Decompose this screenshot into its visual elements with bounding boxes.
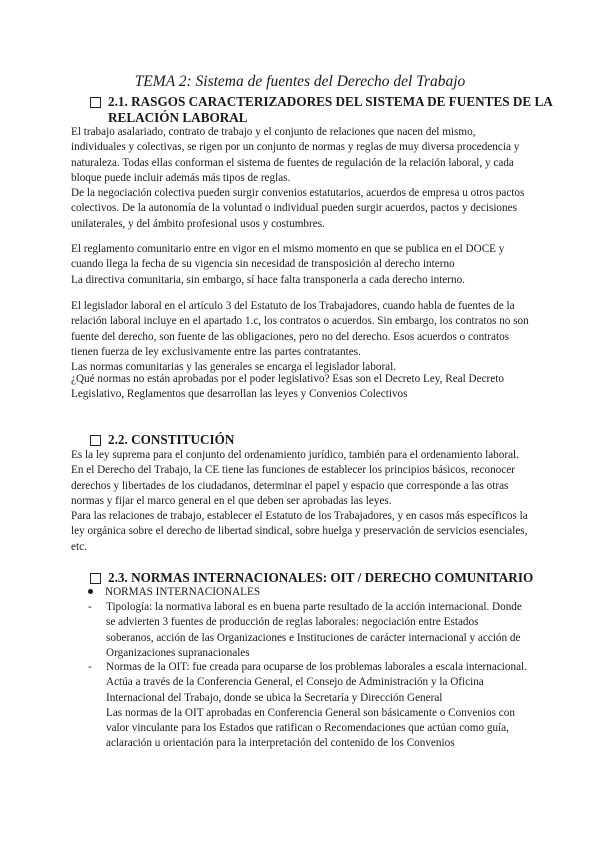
heading-line: 2.1. RASGOS CARACTERIZADORES DEL SISTEMA DE FUENTES DE LA [108,94,553,109]
text-line: derechos y libertades de los ciudadanos, determinar el papel y espacio que corresponde a las otras [71,479,509,492]
paragraph [71,242,541,288]
text-line: aclaración u orientación para la interpretación del contenido de los Convenios [106,737,455,750]
bullet-label: NORMAS INTERNACIONALES [105,586,261,598]
text-line: Las normas comunitarias y las generales se encarga el legislador laboral. [71,361,397,374]
text-line: bloque puede incluir además más tipos de reglas. [71,171,291,184]
document-title: TEMA 2: Sistema de fuentes del Derecho del Trabajo [134,73,466,90]
text-line: Las normas de la OIT aprobadas en Conferencia General son básicamente o Convenios con [106,706,515,719]
text-line: relación laboral incluye en el apartado 1.c, los contratos o acuerdos. Sin embargo, los contratos no son [71,315,529,328]
text-line: ¿Qué normas no están aprobadas por el poder legislativo? Esas son el Decreto Ley, Real Decreto [71,373,504,385]
text-line: individuales y colectivas, se rigen por un conjunto de normas y reglas de muy diversa procedencia y [71,141,520,154]
text-line: valor vinculante para los Estados que ratifican o Recomendaciones que actúan como guía, [106,722,509,735]
text-line: Internacional del Trabajo, donde se ubica la Secretaría y Dirección General [106,691,443,704]
text-line: fuente del derecho, son fuente de las obligaciones, pero no del derecho. Esos acuerdos o contratos [71,330,510,343]
text-line: naturaleza. Todas ellas conforman el sistema de fuentes de regulación de la relación laboral, y cada [71,156,514,169]
bullet-dot-icon [88,589,93,594]
section-heading-2-3: 2.3. NORMAS INTERNACIONALES: OIT / DERECHO COMUNITARIO [90,570,533,586]
checkbox-icon [90,97,101,108]
text-line: Organizaciones supranacionales [106,646,250,659]
text-line: El trabajo asalariado, contrato de trabajo y el conjunto de relaciones que nacen del mismo, [71,126,476,138]
text-line: se advierten 3 fuentes de producción de reglas laborales: negociación entre Estados [106,616,479,629]
text-line: colectivos. De la autonomía de la voluntad o individual pueden surgir acuerdos, pactos y decisiones [71,202,517,215]
text-line: La directiva comunitaria, sin embargo, sí hace falta transponerla a cada derecho interno. [71,273,465,286]
bullet-item [88,585,260,600]
text-line: Normas de la OIT: fue creada para ocuparse de los problemas laborales a escala internacional. [106,661,527,673]
paragraph [71,125,541,232]
section-heading-2-1 [90,94,553,126]
text-line: ley orgánica sobre el derecho de libertad sindical, sobre huelga y preservación de servicios esenciales, [71,525,528,538]
paragraph [71,372,541,403]
text-line: Es la ley suprema para el conjunto del ordenamiento jurídico, también para el ordenamiento laboral. [71,449,519,461]
text-line: etc. [71,540,87,553]
text-line: Actúa a través de la Conferencia General, el Consejo de Administración y la Oficina [106,676,484,689]
text-line: Tipología: la normativa laboral es en buena parte resultado de la acción internacional. Donde [106,601,522,613]
paragraph [71,299,541,375]
text-line: soberanos, acción de las Organizaciones e Instituciones de carácter internacional y acción de [106,631,521,644]
text-line: Legislativo, Reglamentos que desarrollan las leyes y Convenios Colectivos [71,388,408,401]
checkbox-icon [90,435,101,446]
text-line: El reglamento comunitario entre en vigor en el mismo momento en que se publica en el DOCE y [71,243,505,255]
text-line: cuando llega la fecha de su vigencia sin necesidad de transposición al derecho interno [71,258,455,271]
text-line: En el Derecho del Trabajo, la CE tiene las funciones de establecer los principios básicos, reconocer [71,464,515,477]
heading-line: RELACIÓN LABORAL [108,110,248,125]
text-line: normas y fijar el marco general en el que deben ser aprobadas las leyes. [71,494,392,507]
text-line: El legislador laboral en el artículo 3 del Estatuto de los Trabajadores, cuando habla de fuentes de la [71,300,515,312]
text-line: De la negociación colectiva pueden surgir convenios estatutarios, acuerdos de empresa u otros pactos [71,187,525,200]
dash-marker: - [88,601,92,613]
section-heading-2-2: 2.2. CONSTITUCIÓN [90,432,234,448]
dash-marker: - [88,661,92,673]
text-line: unilaterales, y del ámbito profesional usos y costumbres. [71,217,325,230]
paragraph [71,448,541,555]
dash-item [88,660,548,752]
text-line: tienen fuerza de ley exclusivamente entre las partes contratantes. [71,345,361,358]
checkbox-icon [90,573,101,584]
text-line: Para las relaciones de trabajo, establecer el Estatuto de los Trabajadores, y en casos más específicos la [71,510,528,523]
dash-item [88,600,548,661]
